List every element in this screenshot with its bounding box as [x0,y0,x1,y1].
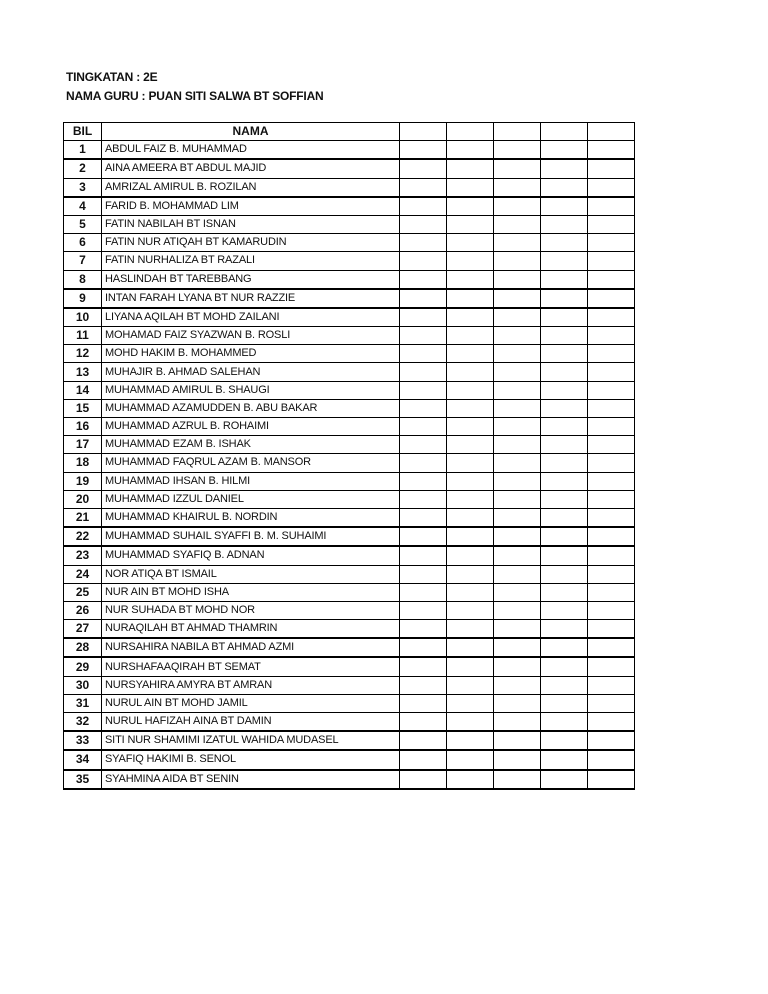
row-number-cell: 1 [64,141,102,160]
blank-cell [588,234,635,252]
column-header-blank [447,123,494,141]
table-row [64,178,635,197]
student-name-cell: MUHAJIR B. AHMAD SALEHAN [102,363,400,381]
row-number-cell: 28 [64,638,102,657]
blank-cell [494,399,541,417]
row-number-cell: 11 [64,327,102,345]
blank-cell [494,178,541,197]
table-row [64,508,635,527]
student-name-cell: NURUL HAFIZAH AINA BT DAMIN [102,713,400,732]
row-number-cell: 6 [64,234,102,252]
blank-cell [494,472,541,490]
table-row [64,620,635,639]
blank-cell [588,454,635,472]
table-row [64,418,635,436]
table-row [64,141,635,160]
row-number-cell: 3 [64,178,102,197]
blank-cell [541,750,588,769]
student-name-cell: MOHAMAD FAIZ SYAZWAN B. ROSLI [102,327,400,345]
blank-cell [447,657,494,676]
table-body [64,141,635,789]
blank-cell [400,215,447,233]
blank-cell [400,694,447,712]
blank-cell [494,308,541,327]
table-row [64,234,635,252]
blank-cell [541,252,588,270]
column-header-blank [541,123,588,141]
blank-cell [447,363,494,381]
student-name-cell: FATIN NUR ATIQAH BT KAMARUDIN [102,234,400,252]
table-row [64,527,635,546]
blank-cell [400,770,447,789]
blank-cell [541,527,588,546]
blank-cell [400,159,447,178]
row-number-cell: 15 [64,399,102,417]
blank-cell [494,345,541,363]
table-row [64,638,635,657]
blank-cell [447,289,494,308]
blank-cell [588,418,635,436]
blank-cell [541,731,588,750]
row-number-cell: 2 [64,159,102,178]
student-name-cell: MOHD HAKIM B. MOHAMMED [102,345,400,363]
blank-cell [447,327,494,345]
blank-cell [588,694,635,712]
blank-cell [588,472,635,490]
blank-cell [494,731,541,750]
student-name-cell: MUHAMMAD AZRUL B. ROHAIMI [102,418,400,436]
blank-cell [541,694,588,712]
blank-cell [447,270,494,289]
table-row [64,750,635,769]
blank-cell [541,234,588,252]
blank-cell [588,620,635,639]
blank-cell [447,620,494,639]
row-number-cell: 5 [64,215,102,233]
header-row [64,123,635,141]
blank-cell [541,418,588,436]
blank-cell [541,141,588,160]
blank-cell [447,694,494,712]
student-name-cell: NUR SUHADA BT MOHD NOR [102,601,400,619]
blank-cell [400,252,447,270]
student-roster-table [63,122,635,790]
student-name-cell: HASLINDAH BT TAREBBANG [102,270,400,289]
blank-cell [494,638,541,657]
student-name-cell: SYAHMINA AIDA BT SENIN [102,770,400,789]
table-row [64,657,635,676]
blank-cell [447,454,494,472]
blank-cell [400,750,447,769]
blank-cell [400,583,447,601]
blank-cell [588,436,635,454]
table-row [64,490,635,508]
blank-cell [541,270,588,289]
blank-cell [588,731,635,750]
row-number-cell: 23 [64,546,102,565]
blank-cell [400,565,447,583]
blank-cell [588,638,635,657]
blank-cell [447,381,494,399]
blank-cell [588,601,635,619]
blank-cell [400,527,447,546]
blank-cell [588,676,635,694]
blank-cell [541,676,588,694]
row-number-cell: 34 [64,750,102,769]
blank-cell [400,345,447,363]
row-number-cell: 27 [64,620,102,639]
student-name-cell: FATIN NABILAH BT ISNAN [102,215,400,233]
blank-cell [541,454,588,472]
student-name-cell: ABDUL FAIZ B. MUHAMMAD [102,141,400,160]
blank-cell [400,436,447,454]
teacher-name-label: NAMA GURU : PUAN SITI SALWA BT SOFFIAN [66,89,324,103]
blank-cell [588,657,635,676]
blank-cell [447,638,494,657]
student-name-cell: MUHAMMAD KHAIRUL B. NORDIN [102,508,400,527]
table-row [64,694,635,712]
table-row [64,381,635,399]
blank-cell [447,436,494,454]
blank-cell [541,490,588,508]
row-number-cell: 24 [64,565,102,583]
table-row [64,270,635,289]
blank-cell [588,527,635,546]
blank-cell [447,345,494,363]
blank-cell [541,381,588,399]
table-row [64,436,635,454]
row-number-cell: 19 [64,472,102,490]
blank-cell [447,508,494,527]
student-name-cell: AINA AMEERA BT ABDUL MAJID [102,159,400,178]
blank-cell [588,252,635,270]
student-name-cell: INTAN FARAH LYANA BT NUR RAZZIE [102,289,400,308]
blank-cell [588,327,635,345]
blank-cell [447,527,494,546]
table-row [64,197,635,216]
blank-cell [588,508,635,527]
table-row [64,770,635,789]
blank-cell [494,327,541,345]
student-name-cell: SITI NUR SHAMIMI IZATUL WAHIDA MUDASEL [102,731,400,750]
table-row [64,565,635,583]
blank-cell [541,472,588,490]
blank-cell [494,363,541,381]
blank-cell [588,215,635,233]
blank-cell [447,546,494,565]
row-number-cell: 20 [64,490,102,508]
blank-cell [400,472,447,490]
blank-cell [494,141,541,160]
blank-cell [588,141,635,160]
blank-cell [400,508,447,527]
row-number-cell: 17 [64,436,102,454]
blank-cell [541,583,588,601]
blank-cell [494,270,541,289]
blank-cell [447,141,494,160]
row-number-cell: 18 [64,454,102,472]
student-name-cell: MUHAMMAD FAQRUL AZAM B. MANSOR [102,454,400,472]
blank-cell [541,289,588,308]
student-name-cell: MUHAMMAD IZZUL DANIEL [102,490,400,508]
blank-cell [541,713,588,732]
row-number-cell: 32 [64,713,102,732]
student-name-cell: MUHAMMAD SYAFIQ B. ADNAN [102,546,400,565]
student-name-cell: SYAFIQ HAKIMI B. SENOL [102,750,400,769]
table-row [64,583,635,601]
blank-cell [588,750,635,769]
blank-cell [588,197,635,216]
table-row [64,289,635,308]
blank-cell [400,638,447,657]
table-row [64,363,635,381]
blank-cell [541,601,588,619]
blank-cell [494,234,541,252]
blank-cell [400,399,447,417]
blank-cell [400,418,447,436]
blank-cell [494,490,541,508]
column-header-blank [588,123,635,141]
blank-cell [588,363,635,381]
blank-cell [494,418,541,436]
blank-cell [588,770,635,789]
blank-cell [541,159,588,178]
blank-cell [541,178,588,197]
table-row [64,713,635,732]
row-number-cell: 14 [64,381,102,399]
table-row [64,345,635,363]
blank-cell [588,308,635,327]
blank-cell [588,490,635,508]
blank-cell [494,583,541,601]
blank-cell [447,731,494,750]
blank-cell [400,270,447,289]
blank-cell [447,234,494,252]
blank-cell [400,657,447,676]
blank-cell [541,770,588,789]
table-row [64,731,635,750]
blank-cell [447,418,494,436]
blank-cell [494,601,541,619]
blank-cell [447,215,494,233]
table-row [64,454,635,472]
table-header [64,123,635,141]
blank-cell [494,381,541,399]
blank-cell [494,527,541,546]
blank-cell [541,363,588,381]
row-number-cell: 9 [64,289,102,308]
blank-cell [588,345,635,363]
blank-cell [541,308,588,327]
row-number-cell: 7 [64,252,102,270]
blank-cell [400,141,447,160]
blank-cell [447,770,494,789]
blank-cell [447,490,494,508]
student-name-cell: NURSAHIRA NABILA BT AHMAD AZMI [102,638,400,657]
blank-cell [541,508,588,527]
blank-cell [400,197,447,216]
blank-cell [494,676,541,694]
row-number-cell: 26 [64,601,102,619]
blank-cell [447,159,494,178]
blank-cell [541,620,588,639]
blank-cell [541,399,588,417]
column-header-blank [494,123,541,141]
blank-cell [400,308,447,327]
blank-cell [494,454,541,472]
document-header [66,68,324,106]
table-row [64,215,635,233]
blank-cell [400,713,447,732]
blank-cell [588,565,635,583]
table-row [64,252,635,270]
blank-cell [400,178,447,197]
blank-cell [400,363,447,381]
table-row [64,676,635,694]
blank-cell [400,620,447,639]
blank-cell [494,436,541,454]
blank-cell [447,308,494,327]
blank-cell [494,694,541,712]
row-number-cell: 10 [64,308,102,327]
blank-cell [400,731,447,750]
blank-cell [588,713,635,732]
student-name-cell: AMRIZAL AMIRUL B. ROZILAN [102,178,400,197]
blank-cell [447,676,494,694]
blank-cell [541,546,588,565]
blank-cell [494,508,541,527]
blank-cell [494,289,541,308]
blank-cell [447,713,494,732]
student-name-cell: LIYANA AQILAH BT MOHD ZAILANI [102,308,400,327]
column-header-nama: NAMA [102,123,400,141]
student-name-cell: MUHAMMAD EZAM B. ISHAK [102,436,400,454]
blank-cell [400,454,447,472]
blank-cell [494,713,541,732]
blank-cell [588,381,635,399]
blank-cell [494,565,541,583]
column-header-blank [400,123,447,141]
blank-cell [588,399,635,417]
table-row [64,601,635,619]
blank-cell [588,159,635,178]
row-number-cell: 4 [64,197,102,216]
student-name-cell: FATIN NURHALIZA BT RAZALI [102,252,400,270]
blank-cell [494,197,541,216]
blank-cell [447,252,494,270]
blank-cell [447,601,494,619]
row-number-cell: 25 [64,583,102,601]
blank-cell [400,289,447,308]
student-name-cell: NOR ATIQA BT ISMAIL [102,565,400,583]
blank-cell [494,159,541,178]
table-row [64,399,635,417]
blank-cell [400,234,447,252]
blank-cell [541,215,588,233]
blank-cell [494,215,541,233]
blank-cell [400,546,447,565]
row-number-cell: 21 [64,508,102,527]
row-number-cell: 13 [64,363,102,381]
blank-cell [541,345,588,363]
row-number-cell: 31 [64,694,102,712]
blank-cell [400,601,447,619]
blank-cell [541,638,588,657]
blank-cell [588,583,635,601]
blank-cell [494,770,541,789]
tingkatan-label: TINGKATAN : 2E [66,70,158,84]
blank-cell [400,676,447,694]
blank-cell [447,565,494,583]
blank-cell [400,490,447,508]
student-name-cell: MUHAMMAD IHSAN B. HILMI [102,472,400,490]
blank-cell [400,327,447,345]
blank-cell [447,197,494,216]
student-name-cell: FARID B. MOHAMMAD LIM [102,197,400,216]
row-number-cell: 30 [64,676,102,694]
blank-cell [494,657,541,676]
blank-cell [400,381,447,399]
student-name-cell: MUHAMMAD AMIRUL B. SHAUGI [102,381,400,399]
row-number-cell: 16 [64,418,102,436]
student-name-cell: NURAQILAH BT AHMAD THAMRIN [102,620,400,639]
blank-cell [494,620,541,639]
table-row [64,159,635,178]
blank-cell [494,750,541,769]
table-row [64,327,635,345]
student-name-cell: MUHAMMAD SUHAIL SYAFFI B. M. SUHAIMI [102,527,400,546]
student-name-cell: NURSYAHIRA AMYRA BT AMRAN [102,676,400,694]
blank-cell [541,197,588,216]
blank-cell [541,565,588,583]
blank-cell [447,583,494,601]
blank-cell [494,252,541,270]
blank-cell [494,546,541,565]
row-number-cell: 33 [64,731,102,750]
blank-cell [588,289,635,308]
blank-cell [447,399,494,417]
blank-cell [541,327,588,345]
blank-cell [588,546,635,565]
row-number-cell: 22 [64,527,102,546]
student-name-cell: NUR AIN BT MOHD ISHA [102,583,400,601]
blank-cell [541,436,588,454]
row-number-cell: 35 [64,770,102,789]
row-number-cell: 29 [64,657,102,676]
row-number-cell: 12 [64,345,102,363]
column-header-bil: BIL [64,123,102,141]
blank-cell [447,178,494,197]
blank-cell [447,472,494,490]
table-row [64,308,635,327]
student-name-cell: NURSHAFAAQIRAH BT SEMAT [102,657,400,676]
table-row [64,472,635,490]
blank-cell [541,657,588,676]
row-number-cell: 8 [64,270,102,289]
blank-cell [447,750,494,769]
student-name-cell: NURUL AIN BT MOHD JAMIL [102,694,400,712]
table-row [64,546,635,565]
student-name-cell: MUHAMMAD AZAMUDDEN B. ABU BAKAR [102,399,400,417]
blank-cell [588,178,635,197]
blank-cell [588,270,635,289]
